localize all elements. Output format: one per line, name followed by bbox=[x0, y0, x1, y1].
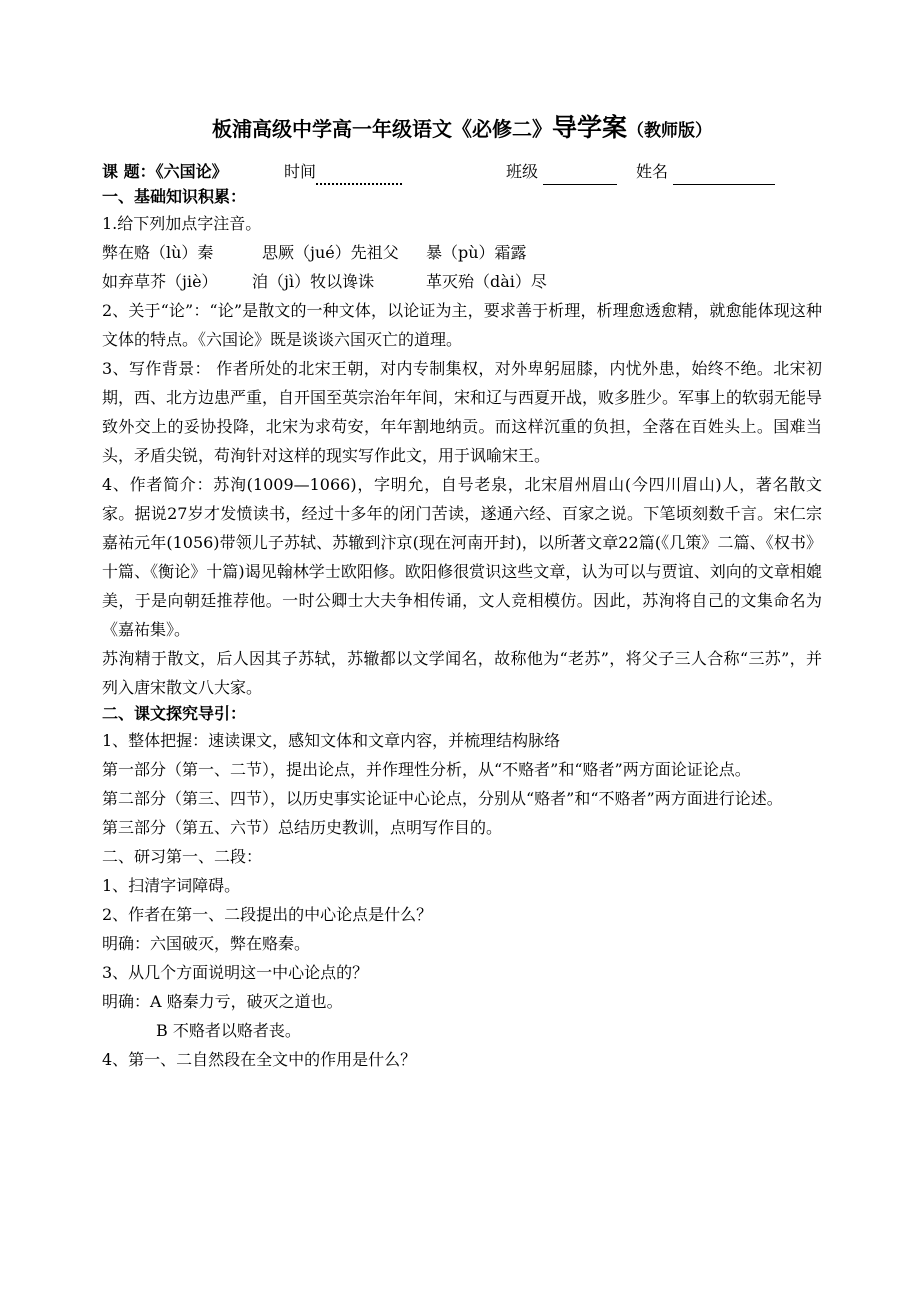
pinyin-item: 暴（pù）霜露 bbox=[426, 243, 527, 262]
title-edition: （教师版） bbox=[627, 121, 712, 141]
structure-part-3: 第三部分（第五、六节）总结历史教训，点明写作目的。 bbox=[102, 818, 503, 837]
inquiry-2: 2、作者在第一、二段提出的中心论点是什么？ bbox=[102, 905, 433, 924]
answer-3a: 明确：A 赂秦力亏，破灭之道也。 bbox=[102, 992, 343, 1011]
class-field[interactable] bbox=[506, 159, 617, 185]
pinyin-item: 如弃草芥（jiè） bbox=[102, 272, 218, 291]
pinyin-item: 洎（jì）牧以谗诛 bbox=[252, 272, 375, 291]
pinyin-item: 思厥（jué）先祖父 bbox=[262, 243, 399, 262]
pinyin-item: 弊在赂（lù）秦 bbox=[102, 243, 214, 262]
question-1: 1.给下列加点字注音。 bbox=[102, 214, 262, 233]
worksheet-page bbox=[102, 112, 822, 1074]
pinyin-row-2 bbox=[102, 267, 822, 296]
title-main: 导学案 bbox=[551, 113, 627, 142]
topic-value: 《六国论》 bbox=[155, 162, 228, 181]
pinyin-item: 革灭殆（dài）尽 bbox=[426, 272, 547, 291]
question-4-continued: 苏洵精于散文，后人因其子苏轼，苏辙都以文学闻名，故称他为“老苏”，将父子三人合称“三苏”，并列入唐宋散文八大家。 bbox=[102, 649, 822, 697]
subsection-heading: 二、研习第一、二段： bbox=[102, 847, 263, 866]
structure-part-1: 第一部分（第一、二节），提出论点，并作理性分析，从“不赂者”和“赂者”两方面论证论点。 bbox=[102, 760, 751, 779]
topic-label: 课 题： bbox=[102, 162, 156, 181]
inquiry-4: 4、第一、二自然段在全文中的作用是什么？ bbox=[102, 1050, 417, 1069]
header-fields bbox=[102, 159, 822, 185]
answer-3b: B 不赂者以赂者丧。 bbox=[156, 1021, 301, 1040]
time-blank[interactable] bbox=[316, 165, 402, 185]
class-label: 班级 bbox=[506, 162, 539, 181]
inquiry-3: 3、从几个方面说明这一中心论点的？ bbox=[102, 963, 369, 982]
page-title bbox=[102, 112, 822, 147]
class-blank[interactable] bbox=[543, 164, 617, 185]
inquiry-1: 1、扫清字词障碍。 bbox=[102, 876, 241, 895]
question-3: 3、写作背景： 作者所处的北宋王朝，对内专制集权，对外卑躬屈膝，内忧外患，始终不绝。北宋初期，西、北方边患严重，自开国至英宗治年年间，宋和辽与西夏开战，败多胜少。军事上的软弱无能导致外交上的妥协投降，北宋为求苟安，年年割地纳贡。而这样沉重的负担，全落在百姓头上。国难当头，矛盾尖锐，苟洵针对这样的现实写作此文，用于讽喻宋王。 bbox=[102, 359, 823, 465]
section1-heading: 一、基础知识积累： bbox=[102, 187, 247, 206]
time-label: 时间 bbox=[284, 162, 317, 181]
question-4: 4、作者简介：苏洵(1009—1066)，字明允，自号老泉，北宋眉州眉山(今四川眉山)人，著名散文家。据说27岁才发愤读书，经过十多年的闭门苦读，遂通六经、百家之说。下笔顷刻数千言。宋仁宗嘉祐元年(1056)带领儿子苏轼、苏辙到汴京(现在河南开封)，以所著文章22篇(《几策》二篇、《权书》十篇、《衡论》十篇)谒见翰林学士欧阳修。欧阳修很赏识这些文章，认为可以与贾谊、刘向的文章相媲美，于是向朝廷推荐他。一时公卿士大夫争相传诵，文人竞相模仿。因此，苏洵将自己的文集命名为《嘉祐集》。 bbox=[102, 475, 822, 639]
name-label: 姓名 bbox=[636, 162, 669, 181]
time-field[interactable] bbox=[284, 159, 402, 185]
title-school: 板浦高级中学高一年级语文《必修二》 bbox=[211, 117, 552, 141]
topic-field bbox=[102, 159, 228, 185]
question-2: 2、关于“论”：“论”是散文的一种文体，以论证为主，要求善于析理，析理愈透愈精，就愈能体现这种文体的特点。《六国论》既是谈谈六国灭亡的道理。 bbox=[102, 301, 822, 349]
answer-2: 明确：六国破灭，弊在赂秦。 bbox=[102, 934, 311, 953]
pinyin-row-1 bbox=[102, 238, 822, 267]
section2-heading: 二、课文探究导引： bbox=[102, 704, 247, 723]
name-field[interactable] bbox=[636, 159, 775, 185]
name-blank[interactable] bbox=[673, 164, 775, 185]
structure-part-2: 第二部分（第三、四节），以历史事实论证中心论点，分别从“赂者”和“不赂者”两方面进行论述。 bbox=[102, 789, 783, 808]
study-step-1: 1、整体把握：速读课文，感知文体和文章内容，并梳理结构脉络 bbox=[102, 731, 561, 750]
